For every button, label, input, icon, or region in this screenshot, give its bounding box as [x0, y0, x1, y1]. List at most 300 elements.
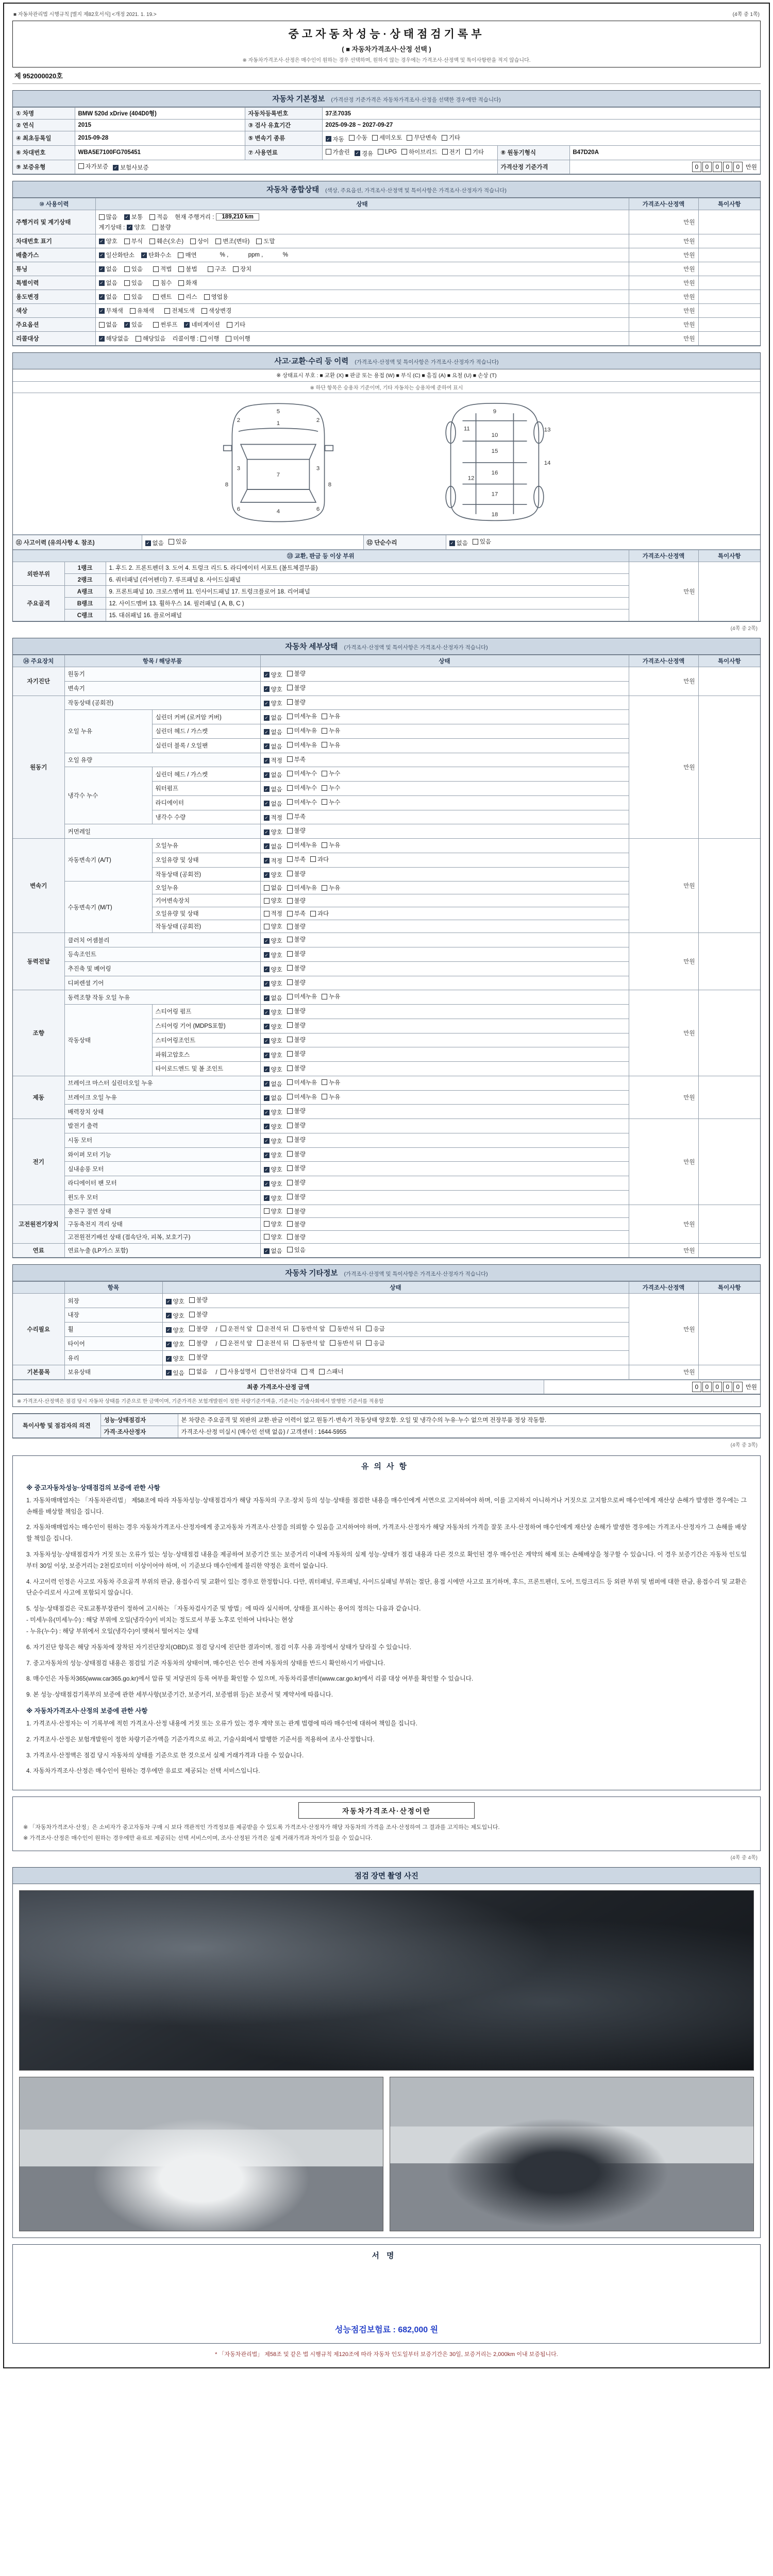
- checkbox-안전삼각대[interactable]: [261, 1367, 297, 1376]
- checkbox-기타[interactable]: [465, 148, 484, 156]
- checkbox-불량[interactable]: [287, 870, 306, 878]
- checkbox-부족[interactable]: [287, 755, 306, 764]
- checkbox-응급[interactable]: [366, 1325, 384, 1333]
- checkbox-양호[interactable]: [264, 1165, 282, 1174]
- checkbox-있음[interactable]: [473, 537, 491, 546]
- device-label: 기본품목: [13, 1365, 64, 1380]
- checkbox-box: [153, 225, 158, 230]
- rank-label: C랭크: [64, 609, 106, 621]
- checkbox-box: [130, 308, 136, 314]
- checkbox-가솔린[interactable]: [326, 148, 350, 156]
- checkbox-label: 없음: [271, 715, 282, 721]
- price-cell: 만원: [629, 234, 698, 248]
- note-cell: [698, 248, 760, 262]
- field-value: 2025-09-28 ~ 2027-09-27: [322, 120, 760, 131]
- checkbox-적법[interactable]: [153, 265, 172, 273]
- checkbox-label: 불량: [294, 1194, 306, 1200]
- overall-condition-table: [13, 198, 760, 346]
- field-label: ① 차명: [13, 108, 75, 120]
- checkbox-box: [287, 771, 293, 776]
- checkbox-양호[interactable]: [264, 937, 282, 945]
- checkbox-영업용[interactable]: [204, 293, 228, 301]
- checkbox-label: 전기: [449, 149, 461, 156]
- checkbox-없음[interactable]: [264, 728, 282, 736]
- rank-label: 1랭크: [64, 562, 106, 574]
- checkbox-부식[interactable]: [124, 237, 143, 245]
- checkbox-불량[interactable]: [287, 1164, 306, 1172]
- checkbox-불량[interactable]: [287, 922, 306, 930]
- status-cell: ✓ 양호 불량 / 운전석 앞 운전석 뒤 동반석 앞 동반석 뒤 응급: [162, 1322, 629, 1336]
- checkbox-스패너[interactable]: [319, 1367, 343, 1376]
- checkbox-기타[interactable]: [227, 320, 245, 329]
- checkbox-불량[interactable]: [287, 669, 306, 677]
- checkbox-불량[interactable]: [189, 1353, 208, 1361]
- checkbox-화재[interactable]: [178, 279, 197, 287]
- item-label: 브레이크 오일 누유: [64, 1090, 260, 1105]
- checkbox-label: 불량: [196, 1340, 208, 1347]
- checkbox-양호[interactable]: [166, 1326, 184, 1334]
- checkbox-있음[interactable]: [124, 320, 143, 329]
- checkbox-렌트[interactable]: [153, 293, 172, 301]
- checkbox-하이브리드[interactable]: [401, 148, 438, 156]
- checkbox-있음[interactable]: [124, 265, 143, 273]
- checkbox-미세누수[interactable]: [287, 784, 317, 792]
- field-label: ⑦ 사용연료: [245, 145, 322, 160]
- checkbox-양호[interactable]: [264, 1220, 282, 1228]
- checkbox-양호[interactable]: [99, 237, 117, 245]
- svg-text:11: 11: [463, 426, 470, 432]
- checkbox-불량[interactable]: [287, 1150, 306, 1158]
- item-label: 구동축전지 격리 상태: [64, 1217, 260, 1230]
- checkbox-box: [261, 1369, 266, 1375]
- checkbox-양호[interactable]: [264, 922, 282, 930]
- status-cell: [260, 1133, 629, 1147]
- checkbox-box: [287, 951, 293, 957]
- checkbox-없음[interactable]: [264, 714, 282, 722]
- field-label: ② 연식: [13, 120, 75, 131]
- checkbox-누유[interactable]: [322, 884, 340, 892]
- checkbox-label: 양호: [173, 1327, 184, 1334]
- checkbox-label: 누수: [329, 771, 341, 777]
- checkbox-양호[interactable]: [264, 979, 282, 988]
- checkbox-label: 불량: [294, 1008, 306, 1014]
- checkbox-불량[interactable]: [189, 1325, 208, 1333]
- checkbox-있음[interactable]: [287, 1246, 306, 1254]
- checkbox-누수[interactable]: [322, 798, 340, 806]
- checkbox-있음[interactable]: [124, 279, 143, 287]
- checkbox-동반석 앞[interactable]: [293, 1339, 325, 1347]
- checkbox-응급[interactable]: [366, 1339, 384, 1347]
- checkbox-box: ✓: [264, 1095, 268, 1100]
- checkbox-box: ✓: [264, 672, 268, 677]
- checkbox-불량[interactable]: [287, 698, 306, 706]
- status-cell: [260, 907, 629, 920]
- checkbox-양호[interactable]: [264, 1123, 282, 1131]
- checkbox-없음[interactable]: [264, 785, 282, 793]
- checkbox-불량[interactable]: [189, 1310, 208, 1318]
- checkbox-불량[interactable]: [287, 964, 306, 972]
- price-cell: 만원: [629, 667, 698, 696]
- checkbox-양호[interactable]: [166, 1312, 184, 1320]
- checkbox-양호[interactable]: [264, 1037, 282, 1045]
- checkbox-동반석 앞[interactable]: [293, 1325, 325, 1333]
- device-label: 조향: [13, 990, 64, 1076]
- status-cell: [260, 1005, 629, 1019]
- checkbox-box: [322, 1094, 327, 1099]
- checkbox-없음[interactable]: [264, 771, 282, 779]
- checkbox-양호[interactable]: [264, 896, 282, 905]
- checkbox-양호[interactable]: [264, 965, 282, 974]
- checkbox-무채색[interactable]: [99, 307, 123, 315]
- section-overall-title: 자동차 종합상태: [266, 186, 320, 195]
- checkbox-운전석 앞[interactable]: [221, 1339, 253, 1347]
- checkbox-자가보증[interactable]: [78, 162, 108, 171]
- checkbox-누유[interactable]: [322, 726, 340, 735]
- checkbox-없음[interactable]: [264, 742, 282, 751]
- item-label: 고전원전기배선 상태 (접속단자, 피복, 보호기구): [64, 1230, 260, 1243]
- checkbox-label: 침수: [160, 280, 172, 287]
- checkbox-불량[interactable]: [287, 896, 306, 905]
- checkbox-없음[interactable]: [449, 539, 468, 547]
- checkbox-무단변속[interactable]: [407, 133, 436, 142]
- checkbox-label: 있음: [131, 294, 143, 301]
- checkbox-없음[interactable]: [99, 293, 117, 301]
- checkbox-불량[interactable]: [287, 1136, 306, 1144]
- checkbox-과다[interactable]: [310, 855, 329, 863]
- checkbox-매연[interactable]: [178, 251, 196, 259]
- checkbox-양호[interactable]: [264, 1233, 282, 1241]
- checkbox-누유[interactable]: [322, 841, 340, 849]
- opinion-row-text: 본 차량은 주요골격 및 외판의 교환·판금 이력이 없고 원동기·변속기 작동상태 양호함. 오일 및 냉각수의 누유·누수 없으며 전장부품 정상 작동함.: [178, 1414, 760, 1426]
- checkbox-불량[interactable]: [287, 1207, 306, 1215]
- checkbox-부족[interactable]: [287, 812, 306, 821]
- checkbox-불량[interactable]: [287, 1233, 306, 1241]
- checkbox-썬루프[interactable]: [153, 320, 177, 329]
- checkbox-부족[interactable]: [287, 855, 306, 863]
- checkbox-box: ✓: [264, 995, 268, 1001]
- checkbox-자동[interactable]: [326, 135, 344, 143]
- checkbox-양호[interactable]: [264, 1065, 282, 1074]
- checkbox-누유[interactable]: [322, 1093, 340, 1101]
- checkbox-양호[interactable]: [264, 1008, 282, 1016]
- checkbox-불량[interactable]: [287, 950, 306, 958]
- checkbox-양호[interactable]: [264, 951, 282, 959]
- checkbox-동반석 뒤[interactable]: [330, 1339, 362, 1347]
- checkbox-상이[interactable]: [190, 237, 209, 245]
- note-cell: [698, 276, 760, 290]
- checkbox-양호[interactable]: [264, 1137, 282, 1145]
- checkbox-LPG[interactable]: [378, 149, 397, 155]
- checkbox-운전석 뒤[interactable]: [257, 1339, 289, 1347]
- notice-item: 6. 자기진단 항목은 해당 자동차에 장착된 자기진단장치(OBD)로 점검 당시에 진단한 결과이며, 점검 이후 사용 과정에서 상태가 달라질 수 있습니다.: [26, 1643, 411, 1651]
- checkbox-양호[interactable]: [166, 1354, 184, 1363]
- checkbox-리스[interactable]: [178, 293, 197, 301]
- checkbox-누유[interactable]: [322, 1078, 340, 1087]
- checkbox-동반석 뒤[interactable]: [330, 1325, 362, 1333]
- checkbox-label: 양호: [271, 1221, 282, 1228]
- section-etc-title: 자동차 기타정보: [285, 1269, 338, 1278]
- checkbox-불량[interactable]: [287, 1107, 306, 1115]
- checkbox-기타[interactable]: [442, 133, 460, 142]
- svg-text:8: 8: [225, 482, 229, 488]
- inspection-photo-front-view: [19, 2077, 383, 2231]
- static-text: [149, 266, 151, 272]
- checkbox-양호[interactable]: [166, 1297, 184, 1306]
- title-box: [12, 21, 761, 67]
- checkbox-양호[interactable]: [264, 1151, 282, 1159]
- checkbox-미세누유[interactable]: [287, 1078, 317, 1087]
- checkbox-label: 불량: [294, 871, 306, 877]
- checkbox-적정[interactable]: [264, 814, 282, 822]
- checkbox-변조(변타)[interactable]: [215, 237, 249, 245]
- checkbox-미세누유[interactable]: [287, 741, 317, 749]
- column-header: 가격조사·산정액: [629, 198, 698, 210]
- row-label: 색상: [13, 304, 95, 318]
- checkbox-label: 양호: [271, 1138, 282, 1145]
- checkbox-box: [99, 322, 105, 328]
- status-cell: [95, 210, 629, 234]
- status-cell: [95, 332, 629, 346]
- notice-item: 3. 가격조사·산정액은 점검 당시 자동차의 상태를 기준으로 한 것으로서 실제 거래가격과 다를 수 있습니다.: [26, 1751, 304, 1759]
- checkbox-없음[interactable]: [264, 842, 282, 851]
- status-cell: [260, 667, 629, 682]
- checkbox-box: [287, 728, 293, 734]
- checkbox-불량[interactable]: [287, 1220, 306, 1228]
- checkbox-미세누유[interactable]: [287, 841, 317, 849]
- field-value: 2015-09-28: [75, 131, 245, 146]
- checkbox-있음[interactable]: [166, 1369, 184, 1377]
- checkbox-label: 양호: [173, 1342, 184, 1348]
- checkbox-box: ✓: [264, 1181, 268, 1187]
- checkbox-장치[interactable]: [233, 265, 251, 273]
- checkbox-불량[interactable]: [287, 1121, 306, 1129]
- checkbox-불량[interactable]: [287, 1049, 306, 1058]
- top-line: [12, 9, 761, 20]
- checkbox-색상변경[interactable]: [201, 307, 231, 315]
- status-cell: [95, 248, 629, 262]
- checkbox-불량[interactable]: [287, 978, 306, 987]
- checkbox-미이행[interactable]: [226, 334, 250, 343]
- checkbox-label: 동반석 뒤: [337, 1340, 362, 1347]
- checkbox-양호[interactable]: [127, 223, 145, 231]
- checkbox-box: [257, 1326, 263, 1331]
- checkbox-양호[interactable]: [264, 1194, 282, 1202]
- signature-section: [12, 2244, 761, 2344]
- checkbox-box: [301, 1369, 307, 1375]
- checkbox-침수[interactable]: [153, 279, 172, 287]
- checkbox-적정[interactable]: [264, 857, 282, 865]
- checkbox-구조[interactable]: [208, 265, 226, 273]
- rank-items: 9. 프론트패널 10. 크로스멤버 11. 인사이드패널 17. 트렁크플로어 18. 리어패널: [106, 586, 629, 598]
- checkbox-탄화수소[interactable]: [141, 251, 171, 259]
- checkbox-label: 유채색: [137, 308, 155, 315]
- checkbox-미세누유[interactable]: [287, 1093, 317, 1101]
- status-cell: [260, 1147, 629, 1162]
- checkbox-세미오토[interactable]: [372, 133, 402, 142]
- checkbox-양호[interactable]: [166, 1340, 184, 1348]
- checkbox-누수[interactable]: [322, 769, 340, 777]
- checkbox-없음[interactable]: [99, 265, 117, 273]
- checkbox-box: [310, 911, 316, 917]
- status-cell: [260, 738, 629, 753]
- checkbox-부족[interactable]: [287, 909, 306, 918]
- checkbox-box: [189, 1312, 195, 1317]
- checkbox-label: 운전석 뒤: [264, 1340, 289, 1347]
- device-label: 원동기: [13, 696, 64, 839]
- checkbox-불량[interactable]: [287, 1036, 306, 1044]
- checkbox-누유[interactable]: [322, 712, 340, 720]
- checkbox-불량[interactable]: [287, 1064, 306, 1072]
- checkbox-label: 양호: [271, 938, 282, 944]
- checkbox-양호[interactable]: [264, 871, 282, 879]
- checkbox-미세누유[interactable]: [287, 992, 317, 1001]
- status-cell: [260, 753, 629, 767]
- checkbox-많음[interactable]: [99, 213, 117, 221]
- checkbox-없음[interactable]: [264, 1247, 282, 1255]
- simple-repair-options: [446, 535, 760, 550]
- checkbox-운전석 앞[interactable]: [221, 1325, 253, 1333]
- checkbox-수동[interactable]: [349, 133, 367, 142]
- checkbox-전기[interactable]: [442, 148, 461, 156]
- checkbox-box: [287, 785, 293, 791]
- checkbox-잭[interactable]: [301, 1367, 314, 1376]
- checkbox-label: 있음: [131, 322, 143, 329]
- checkbox-label: 미세누유: [294, 742, 317, 749]
- checkbox-사용설명서[interactable]: [221, 1367, 257, 1376]
- column-header: 상태: [162, 1282, 629, 1294]
- checkbox-box: [287, 671, 293, 676]
- svg-text:9: 9: [493, 409, 497, 415]
- status-cell: [260, 1205, 629, 1217]
- checkbox-label: 없음: [271, 995, 282, 1002]
- section-basic-note: (가격산정 기준가격은 자동차가격조사·산정을 선택한 경우에만 적습니다): [331, 97, 501, 103]
- checkbox-없음[interactable]: [264, 994, 282, 1002]
- status-cell: ✓ 양호 불량 / 운전석 앞 운전석 뒤 동반석 앞 동반석 뒤 응급: [162, 1336, 629, 1351]
- checkbox-box: [149, 214, 155, 220]
- checkbox-불량[interactable]: [189, 1296, 208, 1304]
- checkbox-전체도색[interactable]: [164, 307, 194, 315]
- checkbox-해당없음[interactable]: [99, 334, 129, 343]
- final-price-table: [13, 1380, 760, 1394]
- checkbox-양호[interactable]: [264, 699, 282, 707]
- checkbox-미세누수[interactable]: [287, 798, 317, 806]
- checkbox-양호[interactable]: [264, 1023, 282, 1031]
- checkbox-label: 양호: [271, 1066, 282, 1073]
- checkbox-없음[interactable]: [264, 800, 282, 808]
- checkbox-불량[interactable]: [287, 1021, 306, 1029]
- checkbox-누유[interactable]: [322, 741, 340, 749]
- checkbox-불량[interactable]: [287, 1193, 306, 1201]
- device-label: 동력전달: [13, 933, 64, 990]
- checkbox-양호[interactable]: [264, 828, 282, 836]
- checkbox-적정[interactable]: [264, 909, 282, 918]
- column-header: 특이사항: [698, 550, 760, 562]
- field-label: ⑤ 변속기 종류: [245, 131, 322, 146]
- checkbox-box: [287, 756, 293, 762]
- checkbox-불법[interactable]: [178, 265, 197, 273]
- checkbox-보통[interactable]: [124, 213, 143, 221]
- checkbox-box: [287, 1108, 293, 1114]
- signature-title: 서명: [372, 2251, 401, 2260]
- checkbox-label: 없음: [271, 885, 282, 892]
- checkbox-양호[interactable]: [264, 1051, 282, 1059]
- checkbox-불량[interactable]: [189, 1339, 208, 1347]
- checkbox-해당있음[interactable]: [136, 334, 165, 343]
- checkbox-없음[interactable]: [145, 539, 164, 547]
- checkbox-있음[interactable]: [124, 293, 143, 301]
- checkbox-누유[interactable]: [322, 992, 340, 1001]
- accident-history-label: ⑪ 사고이력 (유의사항 4. 참조): [13, 535, 142, 550]
- checkbox-네비게이션[interactable]: [184, 320, 220, 329]
- checkbox-없음[interactable]: [264, 1094, 282, 1102]
- static-text: [149, 280, 151, 286]
- checkbox-미세누유[interactable]: [287, 884, 317, 892]
- checkbox-불량[interactable]: [287, 684, 306, 692]
- checkbox-불량[interactable]: [153, 223, 171, 231]
- checkbox-적정[interactable]: [264, 756, 282, 765]
- checkbox-도말[interactable]: [256, 237, 275, 245]
- item-label: 클러치 어셈블리: [64, 933, 260, 947]
- checkbox-양호[interactable]: [264, 685, 282, 693]
- checkbox-이행[interactable]: [200, 334, 219, 343]
- checkbox-미세누수[interactable]: [287, 769, 317, 777]
- checkbox-label: 없음: [271, 1081, 282, 1088]
- checkbox-box: ✓: [264, 1081, 268, 1087]
- checkbox-없음[interactable]: [99, 279, 117, 287]
- checkbox-불량[interactable]: [287, 1007, 306, 1015]
- checkbox-label: 미세누유: [294, 1094, 317, 1100]
- checkbox-양호[interactable]: [264, 1207, 282, 1215]
- checkbox-box: [322, 728, 327, 734]
- checkbox-적음[interactable]: [149, 213, 168, 221]
- svg-text:6: 6: [316, 506, 320, 513]
- checkbox-label: 무단변속: [414, 135, 437, 141]
- checkbox-과다[interactable]: [310, 909, 329, 918]
- checkbox-없음[interactable]: [264, 1080, 282, 1088]
- checkbox-훼손(오손)[interactable]: [149, 237, 183, 245]
- checkbox-유채색[interactable]: [130, 307, 154, 315]
- checkbox-일산화탄소[interactable]: [99, 251, 135, 259]
- checkbox-label: 적법: [160, 266, 172, 273]
- checkbox-경유[interactable]: [355, 149, 373, 158]
- device-label: 전기: [13, 1119, 64, 1205]
- checkbox-미세누유[interactable]: [287, 712, 317, 720]
- checkbox-누수[interactable]: [322, 784, 340, 792]
- checkbox-box: ✓: [264, 686, 268, 692]
- checkbox-양호[interactable]: [264, 1180, 282, 1188]
- checkbox-box: [287, 814, 293, 819]
- checkbox-양호[interactable]: [264, 671, 282, 679]
- checkbox-불량[interactable]: [287, 826, 306, 835]
- checkbox-label: 보험사보증: [120, 165, 149, 172]
- checkbox-없음[interactable]: [99, 320, 117, 329]
- checkbox-운전석 뒤[interactable]: [257, 1325, 289, 1333]
- checkbox-box: ✓: [264, 729, 268, 735]
- column-header: ⑭ 주요장치: [13, 655, 64, 667]
- checkbox-양호[interactable]: [264, 1108, 282, 1116]
- section-overall-condition: [12, 181, 761, 346]
- checkbox-box: [322, 785, 327, 791]
- checkbox-없음[interactable]: [189, 1367, 208, 1376]
- checkbox-불량[interactable]: [287, 935, 306, 943]
- checkbox-없음[interactable]: [264, 884, 282, 892]
- checkbox-있음[interactable]: [169, 537, 187, 546]
- checkbox-미세누유[interactable]: [287, 726, 317, 735]
- item-label: 변속기: [64, 681, 260, 696]
- checkbox-불량[interactable]: [287, 1178, 306, 1187]
- checkbox-label: 적정: [271, 911, 282, 918]
- checkbox-보험사보증[interactable]: [113, 163, 149, 172]
